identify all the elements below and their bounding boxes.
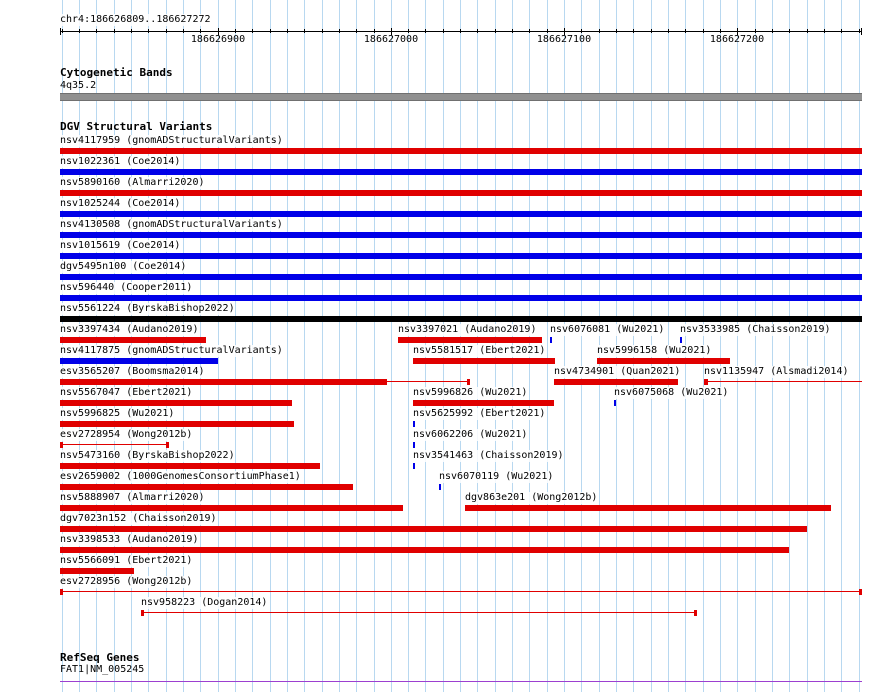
dgv-feature-label[interactable]: nsv5473160 (ByrskaBishop2022): [60, 450, 235, 461]
dgv-feature-bar[interactable]: [60, 190, 862, 196]
ruler-minor-tick: [200, 29, 201, 33]
dgv-feature-label[interactable]: nsv4117959 (gnomADStructuralVariants): [60, 135, 283, 146]
ruler-minor-tick: [581, 29, 582, 33]
grid-line: [807, 0, 808, 692]
dgv-feature-label[interactable]: nsv4117875 (gnomADStructuralVariants): [60, 345, 283, 356]
dgv-feature-end: [60, 442, 63, 448]
dgv-feature-point[interactable]: [413, 421, 415, 427]
ruler-minor-tick: [685, 29, 686, 33]
ruler-minor-tick: [651, 29, 652, 33]
ruler-minor-tick: [512, 29, 513, 33]
dgv-feature-thin[interactable]: [60, 591, 862, 592]
dgv-feature-point[interactable]: [614, 400, 616, 406]
ruler-minor-tick: [477, 29, 478, 33]
dgv-feature-point[interactable]: [439, 484, 441, 490]
ruler-minor-tick: [841, 29, 842, 33]
ruler-tick-label: 186627100: [536, 34, 592, 45]
ruler-minor-tick: [547, 29, 548, 33]
ruler-minor-tick: [859, 29, 860, 33]
ruler-minor-tick: [166, 29, 167, 33]
ruler-minor-tick: [789, 29, 790, 33]
ruler-minor-tick: [131, 29, 132, 33]
ruler-left-arrow: [60, 28, 61, 35]
dgv-feature-label[interactable]: nsv1022361 (Coe2014): [60, 156, 181, 167]
dgv-feature-label[interactable]: esv2728956 (Wong2012b): [60, 576, 193, 587]
cytoband-bar[interactable]: [60, 93, 862, 101]
ruler-minor-tick: [703, 29, 704, 33]
dgv-feature-label[interactable]: nsv1025244 (Coe2014): [60, 198, 181, 209]
dgv-feature-point[interactable]: [413, 463, 415, 469]
dgv-feature-label[interactable]: dgv7023n152 (Chaisson2019): [60, 513, 217, 524]
dgv-feature-end: [141, 610, 144, 616]
dgv-feature-bar[interactable]: [60, 400, 292, 406]
ruler-minor-tick: [443, 29, 444, 33]
ruler-axis: [60, 31, 862, 32]
grid-line: [737, 0, 738, 692]
dgv-feature-label[interactable]: nsv5567047 (Ebert2021): [60, 387, 193, 398]
dgv-feature-label[interactable]: esv3565207 (Boomsma2014): [60, 366, 205, 377]
ruler-minor-tick: [495, 29, 496, 33]
ruler-minor-tick: [183, 29, 184, 33]
dgv-feature-bar[interactable]: [60, 232, 862, 238]
ruler-minor-tick: [807, 29, 808, 33]
dgv-feature-label[interactable]: nsv5561224 (ByrskaBishop2022): [60, 303, 235, 314]
dgv-track-title[interactable]: DGV Structural Variants: [60, 120, 213, 133]
dgv-feature-bar[interactable]: [60, 148, 862, 154]
dgv-feature-label[interactable]: dgv5495n100 (Coe2014): [60, 261, 187, 272]
grid-line: [789, 0, 790, 692]
ruler-minor-tick: [356, 29, 357, 33]
dgv-feature-label[interactable]: nsv5625992 (Ebert2021): [413, 408, 546, 419]
dgv-feature-label[interactable]: nsv596440 (Cooper2011): [60, 282, 193, 293]
dgv-feature-bar[interactable]: [60, 274, 862, 280]
ruler-minor-tick: [374, 29, 375, 33]
ruler-minor-tick: [772, 29, 773, 33]
dgv-feature-thin[interactable]: [141, 612, 697, 613]
ruler-minor-tick: [720, 29, 721, 33]
ruler-minor-tick: [599, 29, 600, 33]
ruler-minor-tick: [425, 29, 426, 33]
ruler-minor-tick: [96, 29, 97, 33]
dgv-feature-label[interactable]: nsv958223 (Dogan2014): [141, 597, 268, 608]
dgv-feature-end: [694, 610, 697, 616]
cytoband-track-title[interactable]: Cytogenetic Bands: [60, 66, 173, 79]
gene-feature[interactable]: [60, 681, 862, 682]
grid-line: [339, 0, 340, 692]
ruler-tick-label: 186626900: [190, 34, 246, 45]
refseq-gene-label[interactable]: FAT1|NM_005245: [60, 664, 145, 675]
dgv-feature-bar[interactable]: [60, 253, 862, 259]
dgv-feature-bar[interactable]: [60, 295, 862, 301]
dgv-feature-label[interactable]: nsv5996826 (Wu2021): [413, 387, 528, 398]
dgv-feature-label[interactable]: nsv1135947 (Alsmadi2014): [704, 366, 849, 377]
dgv-feature-bar[interactable]: [60, 421, 294, 427]
dgv-feature-bar[interactable]: [60, 463, 320, 469]
dgv-feature-label[interactable]: nsv3397021 (Audano2019): [398, 324, 537, 335]
grid-line: [374, 0, 375, 692]
grid-line: [841, 0, 842, 692]
dgv-feature-label[interactable]: nsv5566091 (Ebert2021): [60, 555, 193, 566]
dgv-feature-label[interactable]: nsv3541463 (Chaisson2019): [413, 450, 564, 461]
ruler-minor-tick: [148, 29, 149, 33]
dgv-feature-bar[interactable]: [60, 316, 862, 322]
grid-line: [287, 0, 288, 692]
ruler-minor-tick: [304, 29, 305, 33]
dgv-feature-label[interactable]: nsv3398533 (Audano2019): [60, 534, 199, 545]
dgv-feature-end: [467, 379, 470, 385]
ruler-minor-tick: [668, 29, 669, 33]
grid-line: [772, 0, 773, 692]
ruler-minor-tick: [287, 29, 288, 33]
cytoband-label: 4q35.2: [60, 80, 97, 91]
dgv-feature-label[interactable]: nsv5996158 (Wu2021): [597, 345, 712, 356]
dgv-feature-bar[interactable]: [413, 358, 555, 364]
dgv-feature-end: [60, 589, 63, 595]
dgv-feature-bar[interactable]: [398, 337, 542, 343]
dgv-feature-bar[interactable]: [60, 379, 387, 385]
dgv-feature-label[interactable]: nsv5581517 (Ebert2021): [413, 345, 546, 356]
grid-line: [391, 0, 392, 692]
ruler-minor-tick: [322, 29, 323, 33]
dgv-feature-bar[interactable]: [60, 337, 206, 343]
ruler-minor-tick: [460, 29, 461, 33]
dgv-feature-extension: [708, 381, 862, 382]
dgv-feature-bar[interactable]: [704, 379, 708, 385]
grid-line: [824, 0, 825, 692]
grid-line: [356, 0, 357, 692]
dgv-feature-bar[interactable]: [60, 568, 134, 574]
ruler-minor-tick: [270, 29, 271, 33]
dgv-feature-label[interactable]: nsv3533985 (Chaisson2019): [680, 324, 831, 335]
grid-line: [304, 0, 305, 692]
grid-line: [720, 0, 721, 692]
ruler-minor-tick: [235, 29, 236, 33]
dgv-feature-label[interactable]: nsv4130508 (gnomADStructuralVariants): [60, 219, 283, 230]
ruler-tick-label: 186627200: [709, 34, 765, 45]
dgv-feature-label[interactable]: nsv6070119 (Wu2021): [439, 471, 554, 482]
dgv-feature-label[interactable]: nsv6075068 (Wu2021): [614, 387, 729, 398]
dgv-feature-point[interactable]: [550, 337, 552, 343]
ruler-minor-tick: [633, 29, 634, 33]
ruler-minor-tick: [616, 29, 617, 33]
dgv-feature-bar[interactable]: [465, 505, 831, 511]
refseq-track-title[interactable]: RefSeq Genes: [60, 651, 140, 664]
dgv-feature-end: [859, 589, 862, 595]
dgv-feature-bar[interactable]: [60, 358, 218, 364]
dgv-feature-label[interactable]: nsv6062206 (Wu2021): [413, 429, 528, 440]
ruler-minor-tick: [79, 29, 80, 33]
dgv-feature-label[interactable]: esv2728954 (Wong2012b): [60, 429, 193, 440]
grid-line: [755, 0, 756, 692]
dgv-feature-bar[interactable]: [60, 526, 807, 532]
dgv-feature-label[interactable]: nsv5996825 (Wu2021): [60, 408, 175, 419]
dgv-feature-label[interactable]: dgv863e201 (Wong2012b): [465, 492, 598, 503]
ruler-minor-tick: [755, 29, 756, 33]
dgv-feature-bar[interactable]: [60, 169, 862, 175]
dgv-feature-bar[interactable]: [413, 400, 554, 406]
dgv-feature-thin[interactable]: [60, 444, 169, 445]
dgv-feature-label[interactable]: nsv3397434 (Audano2019): [60, 324, 199, 335]
dgv-feature-label[interactable]: esv2659002 (1000GenomesConsortiumPhase1): [60, 471, 301, 482]
dgv-feature-label[interactable]: nsv4734901 (Quan2021): [554, 366, 681, 377]
dgv-feature-bar[interactable]: [554, 379, 678, 385]
dgv-feature-bar[interactable]: [60, 484, 353, 490]
dgv-feature-label[interactable]: nsv5890160 (Almarri2020): [60, 177, 205, 188]
dgv-feature-bar[interactable]: [60, 547, 789, 553]
grid-line: [581, 0, 582, 692]
grid-line: [547, 0, 548, 692]
dgv-feature-extension: [387, 381, 469, 382]
dgv-feature-bar[interactable]: [60, 505, 403, 511]
ruler-tick-label: 186627000: [363, 34, 419, 45]
ruler-minor-tick: [408, 29, 409, 33]
dgv-feature-point[interactable]: [413, 442, 415, 448]
dgv-feature-label[interactable]: nsv6076081 (Wu2021): [550, 324, 665, 335]
dgv-feature-label[interactable]: nsv1015619 (Coe2014): [60, 240, 181, 251]
dgv-feature-point[interactable]: [680, 337, 682, 343]
grid-line: [322, 0, 323, 692]
dgv-feature-label[interactable]: nsv5888907 (Almarri2020): [60, 492, 205, 503]
dgv-feature-end: [166, 442, 169, 448]
ruler-minor-tick: [62, 29, 63, 33]
ruler-minor-tick: [824, 29, 825, 33]
ruler-minor-tick: [114, 29, 115, 33]
dgv-feature-bar[interactable]: [60, 211, 862, 217]
grid-line: [408, 0, 409, 692]
dgv-feature-bar[interactable]: [597, 358, 730, 364]
coordinate-label: chr4:186626809..186627272: [60, 14, 211, 25]
ruler-minor-tick: [339, 29, 340, 33]
grid-line: [564, 0, 565, 692]
ruler-right-arrow: [861, 28, 862, 35]
ruler-minor-tick: [529, 29, 530, 33]
ruler-minor-tick: [252, 29, 253, 33]
